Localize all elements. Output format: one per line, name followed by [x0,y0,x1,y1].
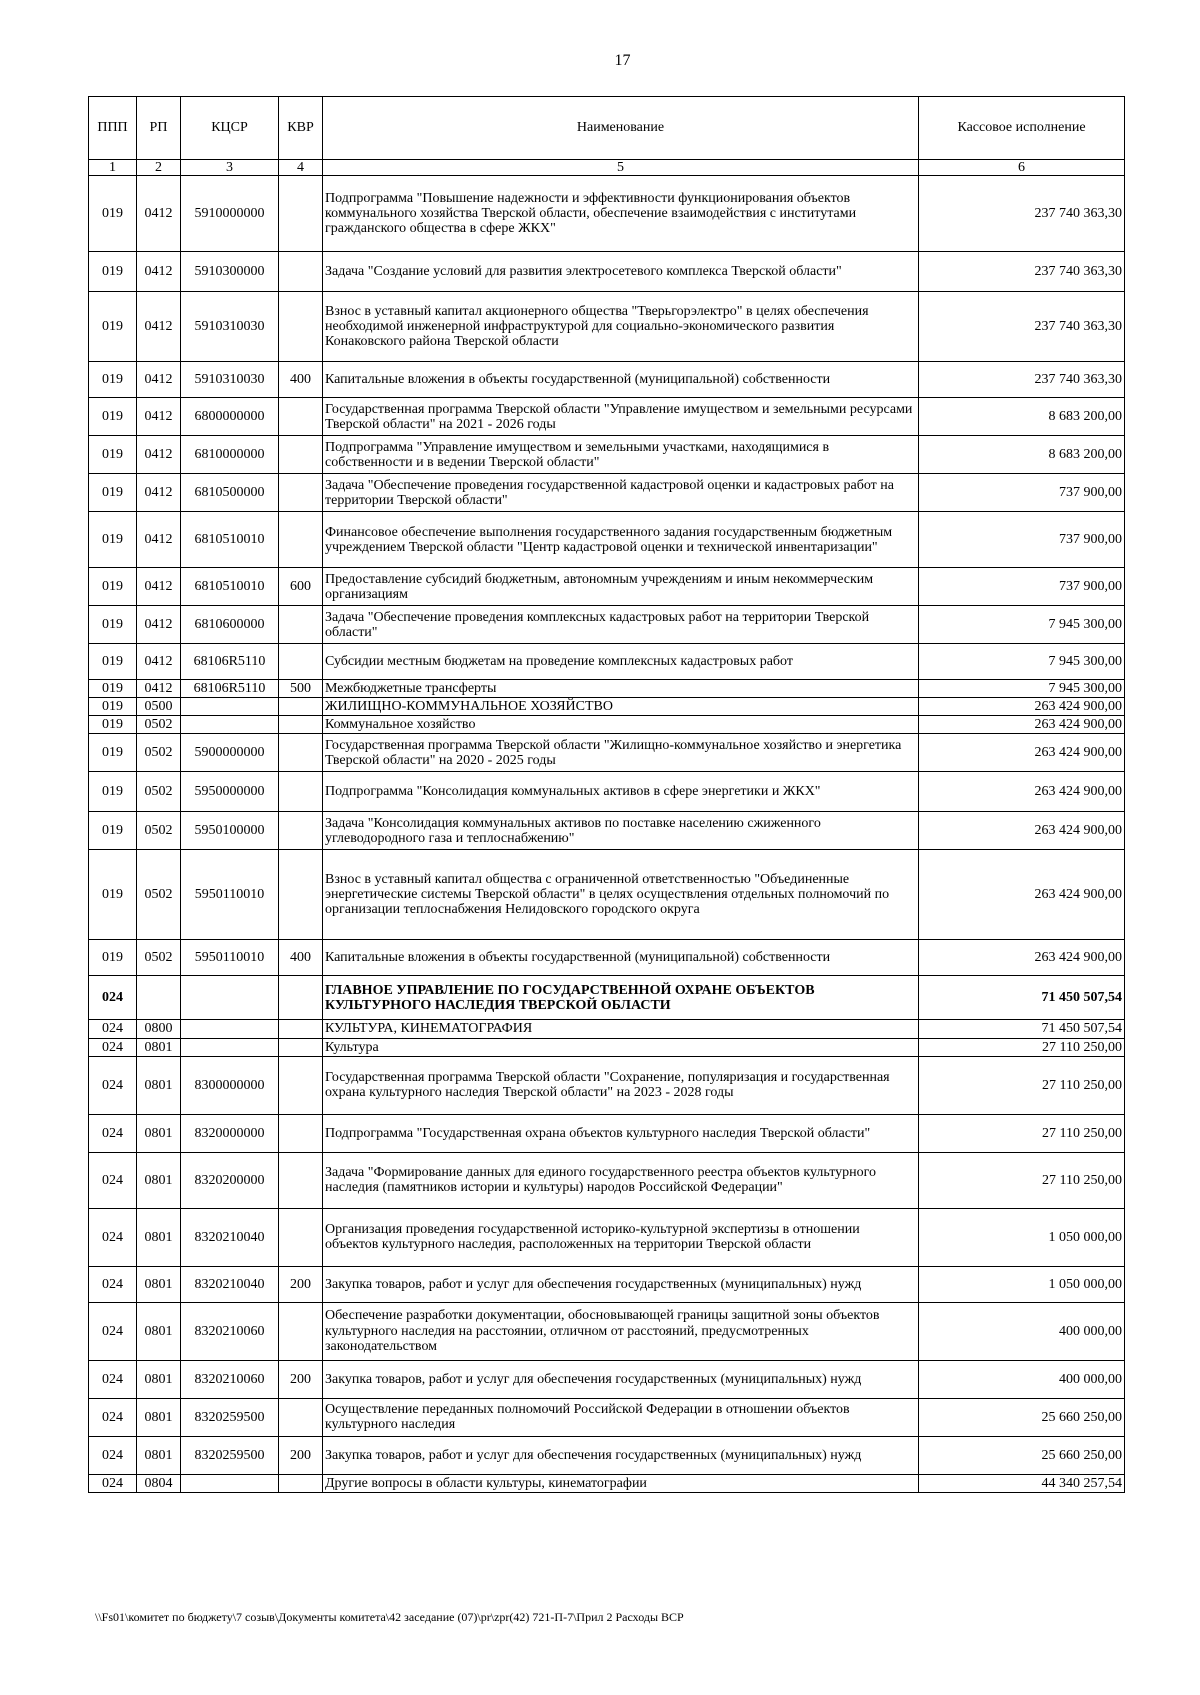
cell-rp: 0801 [137,1056,181,1114]
cell-kcsr: 5910300000 [181,252,279,292]
cell-amount: 44 340 257,54 [919,1474,1125,1492]
column-index: 5 [323,160,919,176]
cell-kvr [279,292,323,362]
cell-rp: 0412 [137,362,181,398]
cell-kcsr [181,1474,279,1492]
cell-kvr [279,252,323,292]
cell-rp: 0801 [137,1360,181,1398]
cell-kvr [279,1208,323,1266]
cell-kvr: 400 [279,362,323,398]
cell-amount: 263 424 900,00 [919,734,1125,772]
cell-kvr [279,772,323,812]
cell-name: Коммунальное хозяйство [323,716,919,734]
cell-kvr [279,1038,323,1056]
cell-rp: 0412 [137,568,181,606]
cell-kvr [279,976,323,1020]
cell-kcsr: 8320210060 [181,1360,279,1398]
table-row [89,1360,1125,1398]
table-row [89,398,1125,436]
cell-amount: 27 110 250,00 [919,1038,1125,1056]
cell-rp: 0800 [137,1020,181,1038]
cell-ppp: 024 [89,1398,137,1436]
budget-table [88,96,1125,1493]
cell-name: Организация проведения государственной историко-культурной экспертизы в отношении объектов культурного наследия, расположенных на территории Тверской области [323,1208,919,1266]
table-row [89,976,1125,1020]
cell-name: Подпрограмма "Консолидация коммунальных активов в сфере энергетики и ЖКХ" [323,772,919,812]
cell-ppp: 024 [89,1038,137,1056]
cell-name: Другие вопросы в области культуры, кинематографии [323,1474,919,1492]
column-index: 6 [919,160,1125,176]
cell-amount: 7 945 300,00 [919,606,1125,644]
cell-kcsr: 6810510010 [181,568,279,606]
table-row [89,1474,1125,1492]
cell-ppp: 019 [89,512,137,568]
cell-rp: 0412 [137,606,181,644]
cell-kvr [279,1020,323,1038]
cell-amount: 263 424 900,00 [919,940,1125,976]
cell-kcsr: 6810600000 [181,606,279,644]
cell-amount: 263 424 900,00 [919,698,1125,716]
cell-kcsr [181,698,279,716]
table-row [89,698,1125,716]
cell-ppp: 019 [89,716,137,734]
cell-rp: 0801 [137,1114,181,1152]
header-kcsr: КЦСР [181,97,279,160]
cell-name: Капитальные вложения в объекты государственной (муниципальной) собственности [323,940,919,976]
cell-rp: 0502 [137,850,181,940]
cell-amount: 25 660 250,00 [919,1436,1125,1474]
column-index: 2 [137,160,181,176]
cell-rp: 0801 [137,1038,181,1056]
cell-ppp: 024 [89,1266,137,1302]
cell-ppp: 019 [89,362,137,398]
table-row [89,1302,1125,1360]
cell-amount: 27 110 250,00 [919,1114,1125,1152]
cell-name: Субсидии местным бюджетам на проведение комплексных кадастровых работ [323,644,919,680]
table-row [89,436,1125,474]
cell-name: ЖИЛИЩНО-КОММУНАЛЬНОЕ ХОЗЯЙСТВО [323,698,919,716]
cell-ppp: 019 [89,176,137,252]
table-row [89,568,1125,606]
cell-ppp: 024 [89,976,137,1020]
cell-kvr: 400 [279,940,323,976]
cell-ppp: 019 [89,606,137,644]
cell-rp: 0801 [137,1208,181,1266]
cell-kcsr: 8320210040 [181,1266,279,1302]
cell-amount: 1 050 000,00 [919,1208,1125,1266]
cell-kcsr: 8320000000 [181,1114,279,1152]
cell-kvr [279,644,323,680]
cell-kvr [279,398,323,436]
cell-rp: 0801 [137,1302,181,1360]
cell-kcsr: 8300000000 [181,1056,279,1114]
cell-amount: 263 424 900,00 [919,850,1125,940]
cell-name: Обеспечение разработки документации, обосновывающей границы защитной зоны объектов культурного наследия на расстоянии, отличном от расстояний, предусмотренных законодательством [323,1302,919,1360]
cell-ppp: 024 [89,1152,137,1208]
cell-kcsr [181,716,279,734]
cell-name: Задача "Создание условий для развития электросетевого комплекса Тверской области" [323,252,919,292]
cell-ppp: 019 [89,436,137,474]
cell-rp: 0801 [137,1152,181,1208]
table-row [89,734,1125,772]
table-row [89,850,1125,940]
cell-ppp: 019 [89,734,137,772]
cell-kvr: 200 [279,1360,323,1398]
cell-kcsr: 6810510010 [181,512,279,568]
cell-rp: 0502 [137,812,181,850]
cell-name: Культура [323,1038,919,1056]
cell-rp: 0502 [137,716,181,734]
cell-kvr [279,812,323,850]
cell-name: Государственная программа Тверской области "Сохранение, популяризация и государственная охрана культурного наследия Тверской области" на 2023 - 2028 годы [323,1056,919,1114]
table-row [89,252,1125,292]
table-row [89,512,1125,568]
cell-kcsr: 5910310030 [181,292,279,362]
cell-ppp: 024 [89,1208,137,1266]
cell-kvr [279,850,323,940]
table-row [89,1020,1125,1038]
cell-name: Финансовое обеспечение выполнения государственного задания государственным бюджетным учреждением Тверской области "Центр кадастровой оценки и технической инвентаризации" [323,512,919,568]
cell-kcsr: 5950000000 [181,772,279,812]
cell-amount: 27 110 250,00 [919,1056,1125,1114]
table-row [89,362,1125,398]
column-index: 1 [89,160,137,176]
table-row [89,1056,1125,1114]
cell-kcsr: 8320210040 [181,1208,279,1266]
cell-kvr [279,474,323,512]
cell-ppp: 024 [89,1436,137,1474]
cell-kvr [279,512,323,568]
cell-kcsr: 5910310030 [181,362,279,398]
cell-rp: 0412 [137,398,181,436]
header-row [89,97,1125,160]
cell-rp: 0412 [137,176,181,252]
cell-rp: 0502 [137,772,181,812]
cell-ppp: 024 [89,1056,137,1114]
cell-ppp: 019 [89,698,137,716]
cell-rp: 0412 [137,252,181,292]
table-row [89,1398,1125,1436]
table-row [89,292,1125,362]
cell-amount: 25 660 250,00 [919,1398,1125,1436]
table-row [89,1038,1125,1056]
cell-kvr [279,606,323,644]
cell-ppp: 024 [89,1114,137,1152]
cell-amount: 7 945 300,00 [919,680,1125,698]
table-row [89,474,1125,512]
cell-rp: 0412 [137,680,181,698]
cell-ppp: 019 [89,568,137,606]
header-rp: РП [137,97,181,160]
cell-kcsr: 5950110010 [181,850,279,940]
cell-amount: 737 900,00 [919,568,1125,606]
cell-amount: 8 683 200,00 [919,398,1125,436]
cell-kcsr: 8320259500 [181,1436,279,1474]
cell-amount: 27 110 250,00 [919,1152,1125,1208]
cell-kvr [279,436,323,474]
cell-amount: 8 683 200,00 [919,436,1125,474]
cell-kcsr [181,1038,279,1056]
cell-rp: 0412 [137,436,181,474]
header-kvr: КВР [279,97,323,160]
cell-rp: 0412 [137,474,181,512]
cell-kcsr: 8320259500 [181,1398,279,1436]
cell-name: Взнос в уставный капитал акционерного общества "Тверьгорэлектро" в целях обеспечения необходимой инженерной инфраструктурой для социально-экономического развития Конаковского района Тверской области [323,292,919,362]
cell-name: Задача "Обеспечение проведения комплексных кадастровых работ на территории Тверской области" [323,606,919,644]
cell-kcsr: 68106R5110 [181,644,279,680]
cell-amount: 237 740 363,30 [919,252,1125,292]
cell-name: ГЛАВНОЕ УПРАВЛЕНИЕ ПО ГОСУДАРСТВЕННОЙ ОХРАНЕ ОБЪЕКТОВ КУЛЬТУРНОГО НАСЛЕДИЯ ТВЕРСКОЙ ОБЛАСТИ [323,976,919,1020]
cell-name: Взнос в уставный капитал общества с ограниченной ответственностью "Объединенные энергетические системы Тверской области" в целях осуществления отдельных полномочий по организации теплоснабжения Нелидовского городского округа [323,850,919,940]
table-row [89,1436,1125,1474]
cell-kcsr: 6800000000 [181,398,279,436]
cell-amount: 1 050 000,00 [919,1266,1125,1302]
cell-kvr [279,698,323,716]
cell-ppp: 024 [89,1474,137,1492]
cell-kvr: 200 [279,1436,323,1474]
table-row [89,1266,1125,1302]
page-number: 17 [614,52,631,69]
header-name: Наименование [323,97,919,160]
cell-ppp: 019 [89,680,137,698]
cell-name: Предоставление субсидий бюджетным, автономным учреждениям и иным некоммерческим организациям [323,568,919,606]
cell-name: Государственная программа Тверской области "Управление имуществом и земельными ресурсами Тверской области" на 2021 - 2026 годы [323,398,919,436]
cell-rp: 0412 [137,512,181,568]
cell-name: Осуществление переданных полномочий Российской Федерации в отношении объектов культурного наследия [323,1398,919,1436]
cell-rp: 0502 [137,734,181,772]
cell-kcsr: 68106R5110 [181,680,279,698]
cell-kcsr: 8320200000 [181,1152,279,1208]
cell-kvr: 500 [279,680,323,698]
table-row [89,1114,1125,1152]
cell-rp: 0412 [137,644,181,680]
cell-amount: 7 945 300,00 [919,644,1125,680]
cell-kvr [279,1114,323,1152]
cell-kcsr: 5900000000 [181,734,279,772]
cell-rp: 0801 [137,1398,181,1436]
cell-name: Межбюджетные трансферты [323,680,919,698]
cell-ppp: 019 [89,398,137,436]
cell-kvr [279,1474,323,1492]
cell-amount: 237 740 363,30 [919,362,1125,398]
cell-name: Задача "Консолидация коммунальных активов по поставке населению сжиженного углеводородного газа и теплоснабжению" [323,812,919,850]
cell-kcsr: 5950100000 [181,812,279,850]
header-amount: Кассовое исполнение [919,97,1125,160]
table-row [89,940,1125,976]
table-row [89,176,1125,252]
cell-ppp: 024 [89,1302,137,1360]
cell-kvr: 600 [279,568,323,606]
cell-kcsr: 5950110010 [181,940,279,976]
cell-amount: 263 424 900,00 [919,716,1125,734]
cell-kcsr: 6810500000 [181,474,279,512]
cell-name: Закупка товаров, работ и услуг для обеспечения государственных (муниципальных) нужд [323,1360,919,1398]
cell-kcsr: 5910000000 [181,176,279,252]
cell-ppp: 019 [89,644,137,680]
cell-kcsr [181,1020,279,1038]
cell-kvr [279,734,323,772]
cell-ppp: 019 [89,292,137,362]
cell-ppp: 019 [89,252,137,292]
cell-name: КУЛЬТУРА, КИНЕМАТОГРАФИЯ [323,1020,919,1038]
cell-amount: 263 424 900,00 [919,812,1125,850]
cell-rp: 0801 [137,1436,181,1474]
cell-kvr [279,716,323,734]
cell-name: Подпрограмма "Повышение надежности и эффективности функционирования объектов коммунального хозяйства Тверской области, обеспечение взаимодействия с институтами гражданского общества в сфере ЖКХ" [323,176,919,252]
cell-ppp: 019 [89,940,137,976]
cell-kvr [279,1302,323,1360]
cell-rp [137,976,181,1020]
cell-amount: 263 424 900,00 [919,772,1125,812]
cell-rp: 0804 [137,1474,181,1492]
table-row [89,772,1125,812]
cell-amount: 737 900,00 [919,512,1125,568]
cell-amount: 400 000,00 [919,1302,1125,1360]
cell-amount: 237 740 363,30 [919,292,1125,362]
cell-rp: 0801 [137,1266,181,1302]
cell-kvr [279,1056,323,1114]
cell-ppp: 024 [89,1360,137,1398]
cell-kvr [279,176,323,252]
cell-ppp: 019 [89,850,137,940]
table-row [89,680,1125,698]
cell-name: Подпрограмма "Государственная охрана объектов культурного наследия Тверской области" [323,1114,919,1152]
cell-amount: 737 900,00 [919,474,1125,512]
cell-name: Государственная программа Тверской области "Жилищно-коммунальное хозяйство и энергетика Тверской области" на 2020 - 2025 годы [323,734,919,772]
table-row [89,606,1125,644]
footer-file-path: \\Fs01\комитет по бюджету\7 созыв\Документы комитета\42 заседание (07)\pr\zpr(42) 721-П-7\Прил 2 Расходы ВСР [95,1610,684,1624]
cell-ppp: 019 [89,772,137,812]
cell-amount: 71 450 507,54 [919,976,1125,1020]
cell-name: Закупка товаров, работ и услуг для обеспечения государственных (муниципальных) нужд [323,1266,919,1302]
cell-kvr [279,1398,323,1436]
cell-kvr: 200 [279,1266,323,1302]
column-index: 4 [279,160,323,176]
cell-amount: 400 000,00 [919,1360,1125,1398]
cell-amount: 71 450 507,54 [919,1020,1125,1038]
cell-ppp: 019 [89,812,137,850]
cell-rp: 0412 [137,292,181,362]
cell-name: Подпрограмма "Управление имуществом и земельными участками, находящимися в собственности и в ведении Тверской области" [323,436,919,474]
cell-rp: 0500 [137,698,181,716]
cell-name: Капитальные вложения в объекты государственной (муниципальной) собственности [323,362,919,398]
cell-amount: 237 740 363,30 [919,176,1125,252]
cell-name: Закупка товаров, работ и услуг для обеспечения государственных (муниципальных) нужд [323,1436,919,1474]
column-index: 3 [181,160,279,176]
table-body [89,176,1125,1493]
cell-ppp: 019 [89,474,137,512]
table-row [89,1208,1125,1266]
table-row [89,1152,1125,1208]
cell-kcsr [181,976,279,1020]
cell-name: Задача "Обеспечение проведения государственной кадастровой оценки и кадастровых работ на территории Тверской области" [323,474,919,512]
table-row [89,716,1125,734]
cell-kcsr: 6810000000 [181,436,279,474]
cell-kcsr: 8320210060 [181,1302,279,1360]
table-row [89,812,1125,850]
cell-rp: 0502 [137,940,181,976]
header-ppp: ППП [89,97,137,160]
column-index-row [89,160,1125,176]
cell-kvr [279,1152,323,1208]
table-row [89,644,1125,680]
cell-ppp: 024 [89,1020,137,1038]
cell-name: Задача "Формирование данных для единого государственного реестра объектов культурного наследия (памятников истории и культуры) народов Российской Федерации" [323,1152,919,1208]
